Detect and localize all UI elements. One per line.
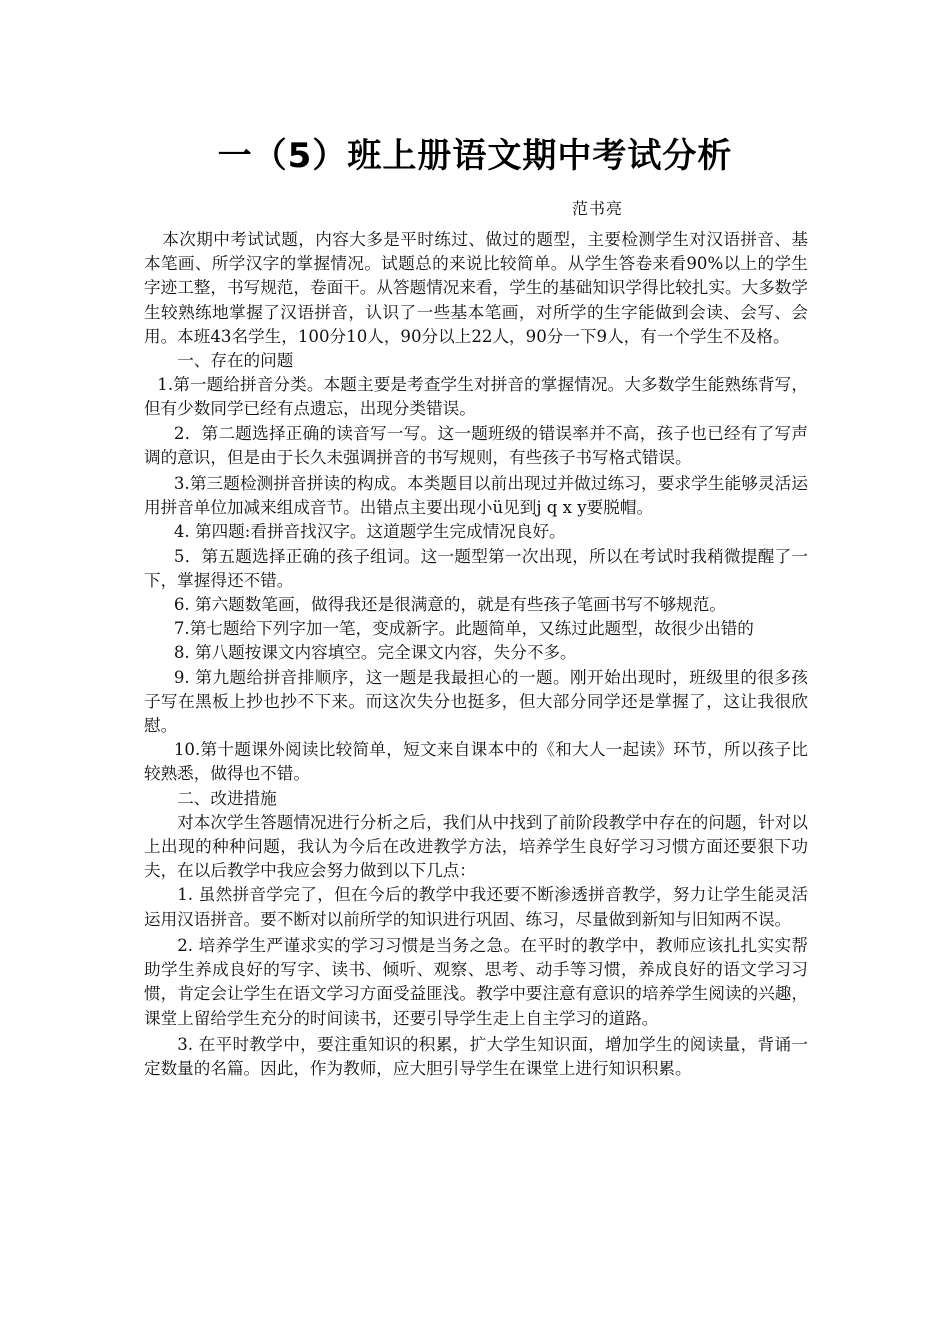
paragraph: 一、存在的问题 [177, 351, 294, 371]
document-title: 一（5）班上册语文期中考试分析 [217, 136, 733, 176]
paragraph: 1. 虽然拼音学完了，但在今后的教学中我还要不断渗透拼音教学，努力让学生能灵活运用汉语拼音。要不断对以前所学的知识进行巩固、练习，尽量做到新知与旧知两不误。 [144, 885, 808, 929]
author-name: 范书亮 [572, 199, 624, 218]
paragraph: 4. 第四题:看拼音找汉字。这道题学生完成情况良好。 [173, 522, 566, 542]
paragraph: 本次期中考试试题，内容大多是平时练过、做过的题型，主要检测学生对汉语拼音、基本笔画、所学汉字的掌握情况。试题总的来说比较简单。从学生答卷来看90%以上的学生字迹工整，书写规范，卷面干。从答题情况来看，学生的基础知识学得比较扎实。大多数学生较熟练地掌握了汉语拼音，认识了一些基本笔画，对所学的生字能做到会读、会写、会用。本班43名学生，100分10人，90分以上22人，90分一下9人，有一个学生不及格。 [144, 230, 808, 346]
paragraph: 8. 第八题按课文内容填空。完全课文内容，失分不多。 [173, 643, 577, 663]
paragraph: 2．第二题选择正确的读音写一写。这一题班级的错误率并不高，孩子也已经有了写声调的意识，但是由于长久未强调拼音的书写规则，有些孩子书写格式错误。 [144, 423, 808, 467]
paragraph: 二、改进措施 [177, 788, 277, 808]
paragraph: 对本次学生答题情况进行分析之后，我们从中找到了前阶段教学中存在的问题，针对以上出现的种种问题，我认为今后在改进教学方法，培养学生良好学习习惯方面还要狠下功夫，在以后教学中我应会努力做到以下几点： [144, 812, 808, 881]
paragraph: 7.第七题给下列字加一笔，变成新字。此题简单，又练过此题型，故很少出错的 [173, 619, 754, 639]
paragraph: 5．第五题选择正确的孩子组词。这一题型第一次出现，所以在考试时我稍微提醒了一下，掌握得还不错。 [144, 546, 808, 590]
paragraph: 3.第三题检测拼音拼读的构成。本类题目以前出现过并做过练习，要求学生能够灵活运用拼音单位加减来组成音节。出错点主要出现小ü见到j q x y要脱帽。 [144, 474, 808, 518]
paragraph: 9. 第九题给拼音排顺序，这一题是我最担心的一题。刚开始出现时，班级里的很多孩子写在黑板上抄也抄不下来。而这次失分也挺多，但大部分同学还是掌握了，这让我很欣慰。 [144, 667, 808, 736]
paragraph: 3. 在平时教学中，要注重知识的积累，扩大学生知识面，增加学生的阅读量，背诵一定数量的名篇。因此，作为教师，应大胆引导学生在课堂上进行知识积累。 [144, 1034, 808, 1078]
paragraph: 2. 培养学生严谨求实的学习习惯是当务之急。在平时的教学中，教师应该扎扎实实帮助学生养成良好的写字、读书、倾听、观察、思考、动手等习惯，养成良好的语文学习习惯，肯定会让学生在语文学习方面受益匪浅。教学中要注意有意识的培养学生阅读的兴趣，课堂上留给学生充分的时间读书，还要引导学生走上自主学习的道路。 [144, 935, 808, 1028]
document-body [144, 228, 808, 1081]
paragraph: 1.第一题给拼音分类。本题主要是考查学生对拼音的掌握情况。大多数学生能熟练背写，但有少数同学已经有点遗忘，出现分类错误。 [144, 375, 808, 419]
paragraph: 6. 第六题数笔画，做得我还是很满意的，就是有些孩子笔画书写不够规范。 [173, 595, 726, 615]
paragraph: 10.第十题课外阅读比较简单，短文来自课本中的《和大人一起读》环节，所以孩子比较熟悉，做得也不错。 [144, 740, 808, 784]
